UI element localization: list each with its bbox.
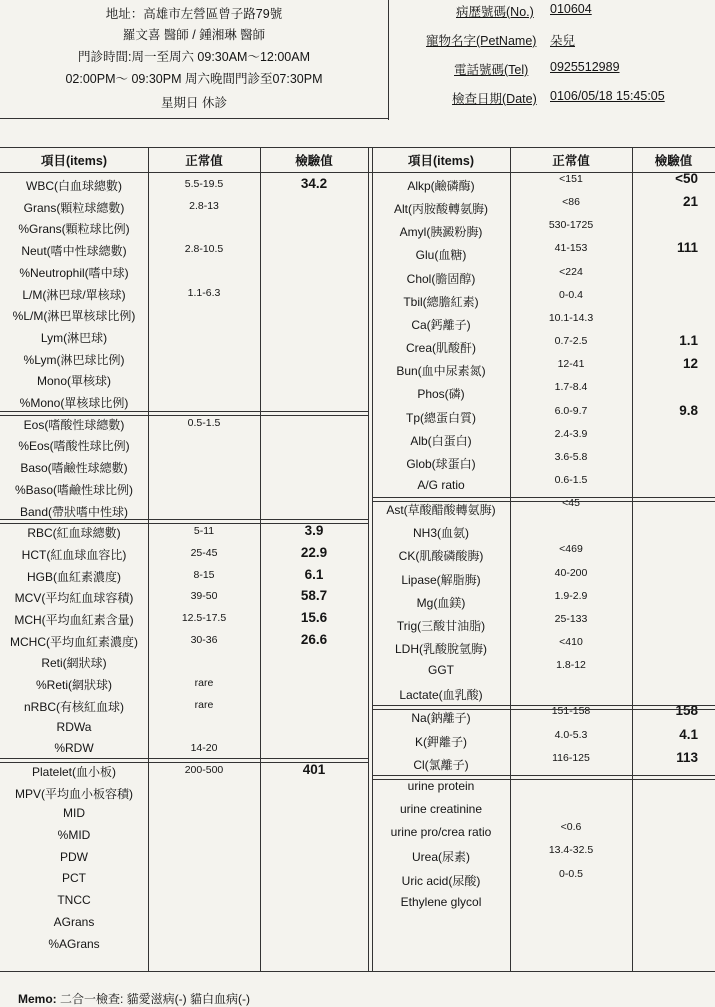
right-row-normal: <151 (559, 173, 583, 185)
right-row-item: Cl(氯離子) (413, 757, 469, 772)
right-row-result: <50 (675, 171, 698, 186)
right-row-normal: 151-158 (551, 705, 591, 718)
right-row-item: Ethylene glycol (400, 894, 482, 909)
right-row-item: Uric acid(尿酸) (401, 873, 481, 888)
right-row-normal: 1.9-2.9 (554, 589, 588, 602)
left-row-result: 58.7 (300, 588, 328, 604)
record-no-value: 010604 (550, 2, 592, 16)
right-row-normal: 4.0-5.3 (554, 728, 588, 741)
left-row-item: Mono(單核球) (36, 374, 111, 389)
right-row-normal: <86 (562, 196, 580, 209)
header-divider (388, 0, 389, 120)
right-row-item: Lipase(解脂脢) (401, 572, 481, 587)
right-row-item: Amyl(胰澱粉脢) (399, 225, 483, 240)
right-row-item: CK(肌酸磷酸脢) (398, 549, 484, 564)
left-row-item: MCH(平均血紅素含量) (14, 613, 134, 627)
table-top-line (0, 147, 715, 148)
right-row-normal: 1.7-8.4 (554, 381, 588, 394)
right-row-item: Ca(鈣離子) (411, 317, 471, 332)
left-row-item: TNCC (57, 893, 91, 908)
left-group-separator (0, 758, 368, 763)
left-row-item: Platelet(血小板) (31, 764, 117, 779)
date-value: 0106/05/18 15:45:05 (550, 89, 665, 103)
right-row-item: Bun(血中尿素氮) (396, 364, 486, 379)
left-row-result: 6.1 (304, 566, 324, 582)
right-row-result: 4.1 (679, 726, 698, 742)
right-row-normal: 0-0.4 (559, 288, 583, 301)
left-col-divider-1 (148, 147, 149, 972)
left-row-item: Reti(網狀球) (41, 656, 107, 671)
table-bottom-line (0, 971, 715, 972)
right-row-item: urine protein (407, 778, 475, 793)
clinic-hours-2: 02:00PM～ 09:30PM 周六晚間門診至07:30PM (65, 72, 323, 86)
left-row-item: MCV(平均紅血球容積) (14, 591, 134, 606)
right-row-normal: 3.6-5.8 (554, 450, 588, 463)
left-row-normal: 25-45 (190, 546, 218, 559)
date-label: 檢查日期(Date) (452, 92, 537, 106)
clinic-hours-1: 門診時間:周一至周六 09:30AM～12:00AM (77, 50, 310, 64)
left-row-item: Grans(顆粒球總數) (23, 200, 125, 215)
left-group-separator (0, 519, 368, 524)
left-row-normal: 5-11 (193, 525, 215, 538)
right-row-item: Urea(尿素) (411, 850, 470, 865)
right-row-item: Crea(肌酸酐) (405, 341, 476, 356)
left-row-item: RBC(紅血球總數) (27, 526, 121, 541)
left-row-item: Neut(嗜中性球總數) (21, 244, 127, 259)
left-row-item: HGB(血紅素濃度) (27, 569, 121, 584)
left-row-normal: 8-15 (193, 568, 215, 581)
clinic-info (0, 0, 388, 120)
left-row-item: %Reti(網狀球) (35, 678, 112, 693)
left-row-item: %Neutrophil(嗜中球) (19, 265, 129, 280)
left-row-item: %Mono(單核球比例) (19, 396, 129, 410)
left-row-item: PDW (60, 849, 88, 864)
left-row-item: nRBC(有核紅血球) (23, 699, 124, 714)
right-col-divider-2 (632, 147, 633, 972)
left-row-result: 401 (302, 761, 326, 777)
tel-label: 電話號碼(Tel) (454, 63, 529, 77)
left-row-item: WBC(白血球總數) (26, 179, 122, 193)
right-row-result: 113 (676, 749, 698, 765)
left-row-item: AGrans (53, 914, 95, 929)
left-row-item: %L/M(淋巴單核球比例) (12, 309, 136, 324)
right-row-normal: 0.6-1.5 (554, 473, 588, 486)
left-result-header: 檢驗值 (295, 154, 333, 168)
left-row-item: MID (63, 806, 85, 821)
record-no-label: 病歷號碼(No.) (456, 5, 534, 19)
right-row-result: 21 (682, 194, 698, 210)
left-row-item: L/M(淋巴球/單核球) (22, 287, 126, 302)
right-row-item: Glu(血糖) (415, 248, 467, 263)
right-row-item: Tp(總蛋白質) (406, 410, 476, 425)
left-row-item: PCT (62, 871, 86, 886)
right-row-item: Alt(丙胺酸轉氨脢) (394, 202, 488, 217)
right-row-normal: 1.8-12 (556, 659, 586, 672)
right-row-item: Lactate(血乳酸) (399, 688, 483, 703)
header-bottom-line (0, 118, 388, 119)
right-row-normal: 41-153 (554, 242, 588, 255)
right-row-result: 9.8 (679, 402, 698, 418)
left-row-normal: 200-500 (184, 763, 224, 776)
left-row-result: 22.9 (300, 544, 328, 560)
pet-name-label: 寵物名字(PetName) (426, 34, 537, 48)
right-result-header: 檢驗值 (654, 154, 693, 168)
left-row-result: 26.6 (300, 631, 328, 647)
right-row-normal: 0-0.5 (559, 867, 583, 880)
right-row-result: 111 (676, 240, 698, 256)
right-row-item: Na(鈉離子) (411, 711, 471, 726)
left-row-item: %AGrans (48, 936, 100, 951)
left-row-item: %MID (57, 828, 91, 842)
clinic-doctors: 羅文喜 醫師 / 鍾湘琳 醫師 (122, 28, 266, 42)
right-row-normal: <469 (559, 543, 583, 556)
left-row-normal: 2.8-10.5 (184, 243, 224, 256)
right-row-normal: 40-200 (554, 566, 588, 579)
right-row-normal: 12-41 (557, 358, 585, 371)
left-row-item: %Baso(嗜鹼性球比例) (14, 482, 133, 497)
left-row-item: Lym(淋巴球) (40, 330, 108, 345)
right-row-item: urine creatinine (399, 802, 483, 817)
memo (18, 990, 250, 1007)
left-row-item: MPV(平均血小板容積) (15, 786, 133, 801)
left-row-normal: 0.5-1.5 (187, 416, 221, 429)
left-row-item: Eos(嗜酸性球總數) (23, 417, 125, 432)
left-row-normal: 5.5-19.5 (184, 178, 224, 190)
pet-name-value: 朵兒 (550, 34, 576, 48)
right-row-normal: 116-125 (552, 751, 590, 764)
left-row-item: %Eos(嗜酸性球比例) (18, 439, 130, 454)
right-row-normal: 13.4-32.5 (548, 844, 594, 857)
left-row-item: HCT(紅血球血容比) (21, 547, 127, 562)
right-row-item: A/G ratio (417, 477, 465, 492)
right-row-normal: 530-1725 (548, 219, 594, 232)
right-row-normal: 6.0-9.7 (554, 404, 588, 417)
left-row-normal: rare (194, 698, 214, 711)
left-row-result: 3.9 (304, 523, 324, 539)
right-row-item: K(鉀離子) (415, 734, 467, 749)
left-normal-header: 正常值 (185, 154, 223, 168)
memo-label: Memo: (18, 992, 57, 1006)
memo-text: 二合一檢查: 貓愛滋病(-) 貓白血病(-) (60, 992, 250, 1006)
right-row-normal: <410 (559, 636, 583, 648)
right-row-normal: 0.7-2.5 (554, 335, 588, 348)
left-row-normal: 2.8-13 (189, 199, 219, 212)
left-row-normal: 39-50 (190, 590, 218, 603)
right-row-item: Chol(膽固醇) (406, 271, 476, 286)
left-row-item: Band(帶狀嗜中性球) (19, 504, 129, 519)
right-row-normal: <224 (559, 265, 583, 278)
right-row-item: Mg(血鎂) (416, 595, 466, 610)
left-group-separator (0, 411, 368, 416)
left-row-item: %Lym(淋巴球比例) (23, 352, 125, 367)
right-items-header: 項目(items) (408, 154, 474, 168)
right-row-item: Ast(草酸醋酸轉氨脢) (386, 503, 496, 518)
left-items-header: 項目(items) (41, 154, 107, 168)
tel-value: 0925512989 (550, 60, 620, 74)
right-group-separator (372, 705, 715, 710)
left-row-normal: 14-20 (190, 742, 218, 755)
right-normal-header: 正常值 (552, 154, 590, 168)
mid-divider-a (368, 147, 369, 972)
left-row-item: MCHC(平均血紅素濃度) (10, 634, 138, 649)
results-table (0, 147, 715, 972)
right-row-item: LDH(乳酸脫氫脢) (395, 642, 487, 656)
clinic-address: 地址：高雄市左營區曾子路79號 (105, 7, 283, 21)
left-row-item: %Grans(顆粒球比例) (18, 222, 130, 237)
right-row-normal: 2.4-3.9 (554, 427, 588, 440)
left-row-normal: 1.1-6.3 (187, 286, 221, 299)
right-row-result: 12 (682, 356, 698, 372)
left-row-normal: 30-36 (190, 633, 218, 646)
right-row-result: 158 (675, 703, 698, 719)
right-row-normal: <0.6 (560, 821, 582, 834)
right-row-item: GGT (428, 663, 454, 678)
clinic-closed: 星期日 休診 (161, 96, 227, 110)
left-row-item: %RDW (54, 741, 94, 756)
right-row-item: Alb(白蛋白) (410, 433, 472, 448)
right-row-item: Alkp(鹼磷酶) (407, 179, 475, 193)
right-row-normal: 25-133 (554, 612, 588, 625)
right-row-normal: <45 (562, 497, 580, 510)
right-row-item: Tbil(總膽紅素) (403, 294, 479, 309)
left-row-result: 15.6 (300, 610, 328, 625)
right-group-separator (372, 497, 715, 502)
left-row-normal: rare (194, 677, 214, 690)
right-row-item: Trig(三酸甘油脂) (396, 618, 486, 633)
left-row-normal: 12.5-17.5 (181, 612, 227, 624)
left-row-result: 34.2 (300, 176, 328, 191)
right-row-item: NH3(血氨) (413, 526, 469, 541)
left-row-item: RDWa (56, 719, 92, 734)
left-row-item: Baso(嗜鹼性球總數) (20, 461, 128, 476)
right-row-item: Glob(球蛋白) (406, 456, 476, 471)
right-group-separator (372, 775, 715, 780)
right-row-item: Phos(磷) (417, 387, 465, 402)
right-row-normal: 10.1-14.3 (548, 311, 594, 324)
right-row-item: urine pro/crea ratio (390, 825, 492, 840)
right-row-result: 1.1 (679, 333, 698, 349)
